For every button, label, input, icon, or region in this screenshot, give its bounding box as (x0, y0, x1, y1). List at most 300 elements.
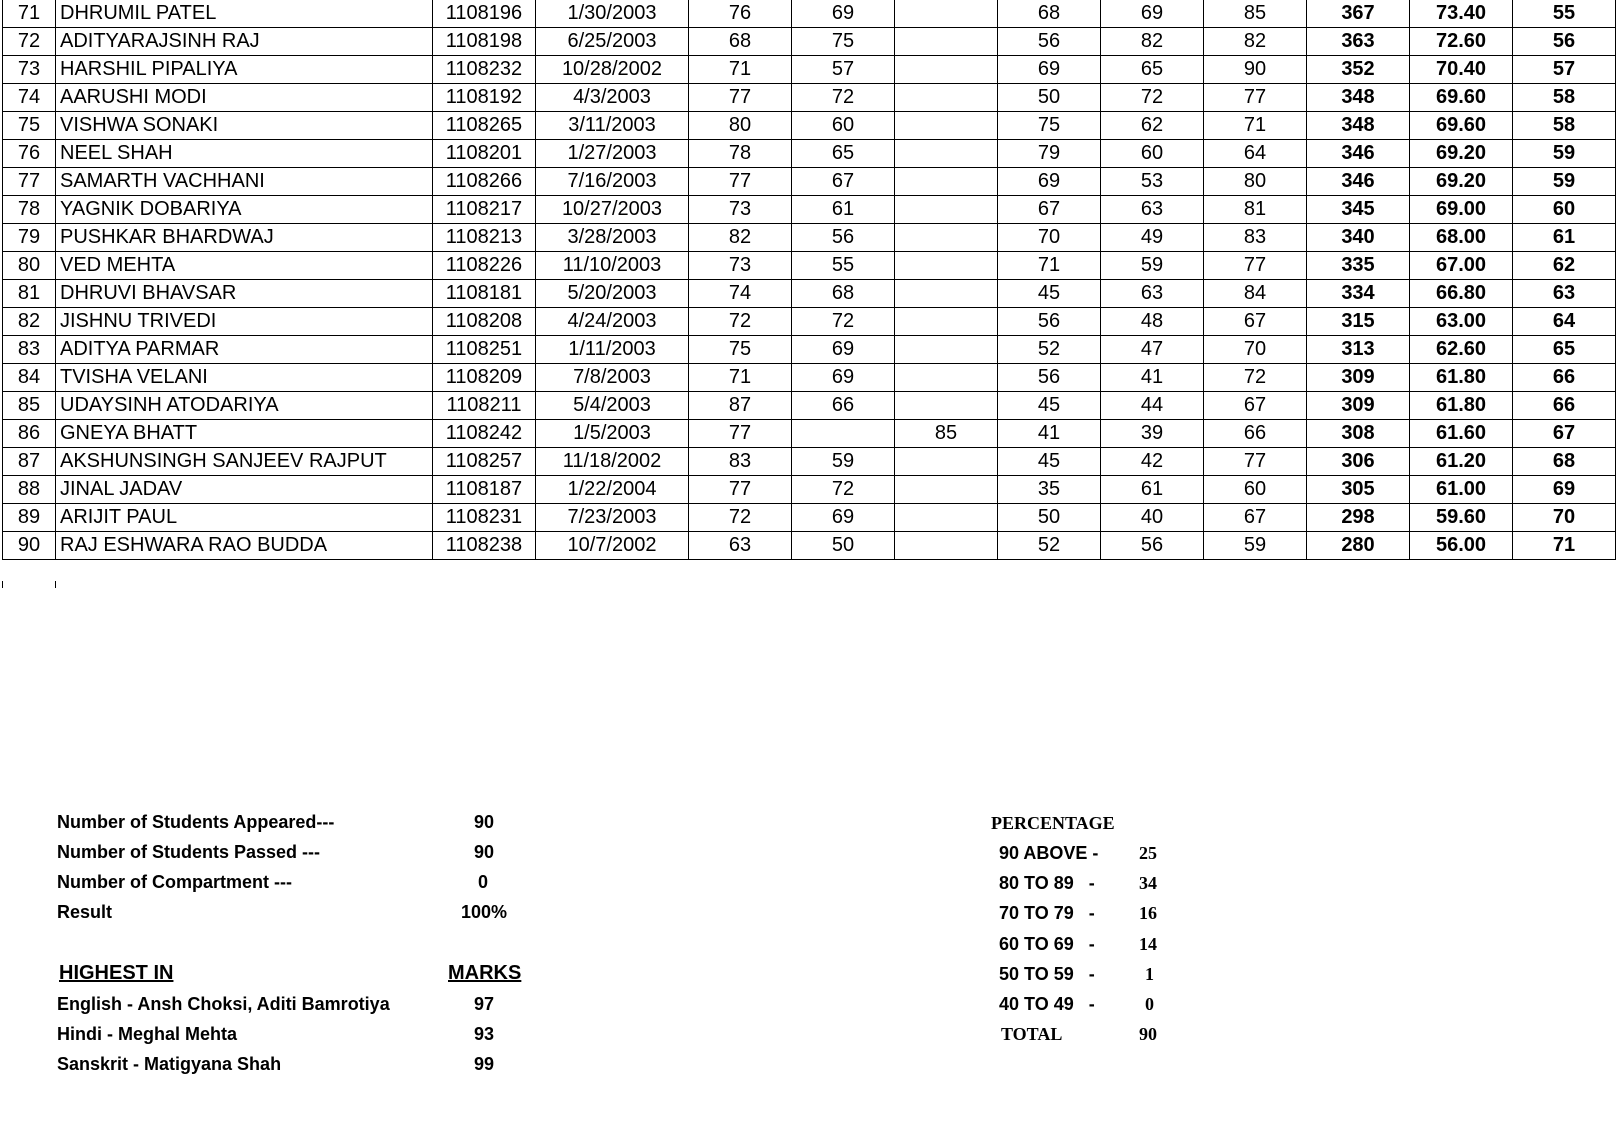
subject-4-cell: 79 (998, 140, 1101, 168)
percentage-heading: PERCENTAGE (991, 813, 1115, 833)
table-row (3, 140, 1616, 168)
rank-cell: 61 (1513, 224, 1616, 252)
rank-cell: 71 (1513, 532, 1616, 560)
registration-no-cell: 1108251 (433, 336, 536, 364)
subject-6-cell: 77 (1204, 252, 1307, 280)
highest-marks-3: 99 (474, 1054, 495, 1074)
percentage-cell: 61.00 (1410, 476, 1513, 504)
highest-subject-2: Hindi - Meghal Mehta (57, 1024, 237, 1044)
subject-6-cell: 67 (1204, 308, 1307, 336)
subject-4-cell: 50 (998, 84, 1101, 112)
registration-no-cell: 1108265 (433, 112, 536, 140)
total-marks-cell: 315 (1307, 308, 1410, 336)
table-row (3, 448, 1616, 476)
table-row (3, 336, 1616, 364)
subject-1-cell: 73 (689, 196, 792, 224)
band-label-2: 80 TO 89 - (999, 873, 1095, 893)
rank-cell: 55 (1513, 0, 1616, 28)
student-name-cell: HARSHIL PIPALIYA (56, 56, 433, 84)
rank-cell: 65 (1513, 336, 1616, 364)
total-marks-cell: 308 (1307, 420, 1410, 448)
table-row (3, 476, 1616, 504)
band-count-3: 16 (1139, 903, 1157, 923)
subject-3-cell (895, 28, 998, 56)
percentage-cell: 69.60 (1410, 112, 1513, 140)
percentage-cell: 63.00 (1410, 308, 1513, 336)
subject-4-cell: 35 (998, 476, 1101, 504)
subject-1-cell: 73 (689, 252, 792, 280)
rank-cell: 58 (1513, 112, 1616, 140)
subject-1-cell: 87 (689, 392, 792, 420)
total-marks-cell: 348 (1307, 84, 1410, 112)
table-row (3, 532, 1616, 560)
subject-3-cell (895, 532, 998, 560)
subject-4-cell: 69 (998, 168, 1101, 196)
total-marks-cell: 298 (1307, 504, 1410, 532)
subject-1-cell: 76 (689, 0, 792, 28)
subject-4-cell: 45 (998, 448, 1101, 476)
compartment-value: 0 (478, 872, 489, 892)
subject-5-cell: 44 (1101, 392, 1204, 420)
passed-value: 90 (474, 842, 495, 862)
roll-no-cell: 75 (3, 112, 56, 140)
subject-2-cell: 65 (792, 140, 895, 168)
results-table-body (3, 0, 1616, 560)
total-marks-cell: 334 (1307, 280, 1410, 308)
subject-3-cell (895, 56, 998, 84)
subject-6-cell: 67 (1204, 392, 1307, 420)
table-row (3, 168, 1616, 196)
result-value: 100% (461, 902, 508, 922)
band-label-5: 50 TO 59 - (999, 964, 1095, 984)
rank-cell: 67 (1513, 420, 1616, 448)
subject-2-cell: 69 (792, 336, 895, 364)
rank-cell: 63 (1513, 280, 1616, 308)
band-count-1: 25 (1139, 843, 1157, 863)
table-row (3, 364, 1616, 392)
subject-6-cell: 82 (1204, 28, 1307, 56)
subject-1-cell: 63 (689, 532, 792, 560)
subject-2-cell: 61 (792, 196, 895, 224)
date-of-birth-cell: 10/7/2002 (536, 532, 689, 560)
subject-6-cell: 81 (1204, 196, 1307, 224)
student-name-cell: NEEL SHAH (56, 140, 433, 168)
band-label-4: 60 TO 69 - (999, 934, 1095, 954)
percentage-cell: 72.60 (1410, 28, 1513, 56)
student-name-cell: JINAL JADAV (56, 476, 433, 504)
student-name-cell: UDAYSINH ATODARIYA (56, 392, 433, 420)
date-of-birth-cell: 1/27/2003 (536, 140, 689, 168)
subject-2-cell: 72 (792, 476, 895, 504)
subject-4-cell: 52 (998, 336, 1101, 364)
date-of-birth-cell: 3/11/2003 (536, 112, 689, 140)
subject-1-cell: 83 (689, 448, 792, 476)
table-row (3, 420, 1616, 448)
subject-1-cell: 78 (689, 140, 792, 168)
table-row (3, 0, 1616, 28)
subject-2-cell: 57 (792, 56, 895, 84)
band-count-2: 34 (1139, 873, 1157, 893)
student-name-cell: ADITYA PARMAR (56, 336, 433, 364)
percentage-cell: 56.00 (1410, 532, 1513, 560)
rank-cell: 60 (1513, 196, 1616, 224)
student-name-cell: ADITYARAJSINH RAJ (56, 28, 433, 56)
roll-no-cell: 80 (3, 252, 56, 280)
subject-3-cell (895, 392, 998, 420)
subject-5-cell: 65 (1101, 56, 1204, 84)
percentage-cell: 66.80 (1410, 280, 1513, 308)
table-row (3, 504, 1616, 532)
rank-cell: 59 (1513, 140, 1616, 168)
subject-3-cell (895, 0, 998, 28)
subject-1-cell: 71 (689, 56, 792, 84)
roll-no-cell: 86 (3, 420, 56, 448)
registration-no-cell: 1108231 (433, 504, 536, 532)
registration-no-cell: 1108217 (433, 196, 536, 224)
band-count-5: 1 (1145, 964, 1154, 984)
subject-4-cell: 50 (998, 504, 1101, 532)
registration-no-cell: 1108238 (433, 532, 536, 560)
subject-6-cell: 60 (1204, 476, 1307, 504)
subject-6-cell: 90 (1204, 56, 1307, 84)
subject-4-cell: 69 (998, 56, 1101, 84)
subject-6-cell: 80 (1204, 168, 1307, 196)
appeared-label: Number of Students Appeared--- (57, 812, 335, 832)
table-edge-inner (55, 581, 56, 588)
subject-6-cell: 72 (1204, 364, 1307, 392)
subject-4-cell: 70 (998, 224, 1101, 252)
registration-no-cell: 1108211 (433, 392, 536, 420)
date-of-birth-cell: 3/28/2003 (536, 224, 689, 252)
subject-2-cell: 56 (792, 224, 895, 252)
table-row (3, 56, 1616, 84)
rank-cell: 69 (1513, 476, 1616, 504)
date-of-birth-cell: 1/11/2003 (536, 336, 689, 364)
band-count-4: 14 (1139, 934, 1157, 954)
subject-2-cell: 55 (792, 252, 895, 280)
subject-2-cell: 60 (792, 112, 895, 140)
appeared-value: 90 (474, 812, 495, 832)
total-label: TOTAL (1001, 1024, 1063, 1044)
student-name-cell: TVISHA VELANI (56, 364, 433, 392)
total-marks-cell: 335 (1307, 252, 1410, 280)
table-row (3, 112, 1616, 140)
registration-no-cell: 1108232 (433, 56, 536, 84)
roll-no-cell: 89 (3, 504, 56, 532)
table-row (3, 392, 1616, 420)
subject-2-cell: 68 (792, 280, 895, 308)
subject-4-cell: 75 (998, 112, 1101, 140)
subject-6-cell: 83 (1204, 224, 1307, 252)
table-row (3, 196, 1616, 224)
subject-5-cell: 69 (1101, 0, 1204, 28)
subject-3-cell (895, 336, 998, 364)
percentage-cell: 69.60 (1410, 84, 1513, 112)
subject-5-cell: 62 (1101, 112, 1204, 140)
subject-6-cell: 77 (1204, 448, 1307, 476)
percentage-cell: 61.60 (1410, 420, 1513, 448)
percentage-cell: 73.40 (1410, 0, 1513, 28)
table-row (3, 84, 1616, 112)
subject-5-cell: 72 (1101, 84, 1204, 112)
subject-5-cell: 63 (1101, 196, 1204, 224)
subject-1-cell: 77 (689, 476, 792, 504)
subject-4-cell: 56 (998, 28, 1101, 56)
subject-2-cell: 59 (792, 448, 895, 476)
date-of-birth-cell: 7/8/2003 (536, 364, 689, 392)
percentage-cell: 69.20 (1410, 140, 1513, 168)
registration-no-cell: 1108208 (433, 308, 536, 336)
student-name-cell: DHRUVI BHAVSAR (56, 280, 433, 308)
subject-3-cell (895, 476, 998, 504)
date-of-birth-cell: 1/22/2004 (536, 476, 689, 504)
date-of-birth-cell: 7/16/2003 (536, 168, 689, 196)
subject-3-cell (895, 280, 998, 308)
roll-no-cell: 71 (3, 0, 56, 28)
subject-3-cell (895, 364, 998, 392)
subject-2-cell: 75 (792, 28, 895, 56)
subject-5-cell: 49 (1101, 224, 1204, 252)
roll-no-cell: 73 (3, 56, 56, 84)
subject-5-cell: 63 (1101, 280, 1204, 308)
subject-2-cell: 50 (792, 532, 895, 560)
subject-1-cell: 71 (689, 364, 792, 392)
subject-3-cell (895, 140, 998, 168)
student-name-cell: JISHNU TRIVEDI (56, 308, 433, 336)
date-of-birth-cell: 1/30/2003 (536, 0, 689, 28)
percentage-cell: 70.40 (1410, 56, 1513, 84)
subject-6-cell: 70 (1204, 336, 1307, 364)
student-name-cell: VISHWA SONAKI (56, 112, 433, 140)
percentage-cell: 62.60 (1410, 336, 1513, 364)
table-edge-left (2, 581, 3, 588)
band-label-1: 90 ABOVE - (999, 843, 1099, 863)
registration-no-cell: 1108226 (433, 252, 536, 280)
highest-subject-1: English - Ansh Choksi, Aditi Bamrotiya (57, 994, 390, 1014)
total-marks-cell: 306 (1307, 448, 1410, 476)
roll-no-cell: 88 (3, 476, 56, 504)
subject-2-cell: 72 (792, 308, 895, 336)
roll-no-cell: 77 (3, 168, 56, 196)
subject-2-cell: 67 (792, 168, 895, 196)
roll-no-cell: 90 (3, 532, 56, 560)
subject-4-cell: 45 (998, 280, 1101, 308)
band-count-6: 0 (1145, 994, 1154, 1014)
rank-cell: 66 (1513, 364, 1616, 392)
rank-cell: 56 (1513, 28, 1616, 56)
subject-4-cell: 41 (998, 420, 1101, 448)
date-of-birth-cell: 7/23/2003 (536, 504, 689, 532)
subject-6-cell: 71 (1204, 112, 1307, 140)
subject-5-cell: 47 (1101, 336, 1204, 364)
subject-6-cell: 77 (1204, 84, 1307, 112)
date-of-birth-cell: 4/24/2003 (536, 308, 689, 336)
total-marks-cell: 346 (1307, 140, 1410, 168)
subject-4-cell: 67 (998, 196, 1101, 224)
student-name-cell: GNEYA BHATT (56, 420, 433, 448)
registration-no-cell: 1108187 (433, 476, 536, 504)
registration-no-cell: 1108266 (433, 168, 536, 196)
subject-6-cell: 64 (1204, 140, 1307, 168)
roll-no-cell: 82 (3, 308, 56, 336)
student-name-cell: PUSHKAR BHARDWAJ (56, 224, 433, 252)
total-marks-cell: 346 (1307, 168, 1410, 196)
roll-no-cell: 85 (3, 392, 56, 420)
subject-1-cell: 77 (689, 84, 792, 112)
subject-1-cell: 72 (689, 308, 792, 336)
registration-no-cell: 1108181 (433, 280, 536, 308)
subject-1-cell: 80 (689, 112, 792, 140)
subject-2-cell (792, 420, 895, 448)
roll-no-cell: 84 (3, 364, 56, 392)
subject-1-cell: 82 (689, 224, 792, 252)
subject-4-cell: 56 (998, 364, 1101, 392)
total-marks-cell: 345 (1307, 196, 1410, 224)
total-marks-cell: 280 (1307, 532, 1410, 560)
rank-cell: 66 (1513, 392, 1616, 420)
highest-heading: HIGHEST IN (59, 962, 174, 984)
registration-no-cell: 1108192 (433, 84, 536, 112)
subject-2-cell: 66 (792, 392, 895, 420)
subject-3-cell (895, 252, 998, 280)
date-of-birth-cell: 11/18/2002 (536, 448, 689, 476)
registration-no-cell: 1108213 (433, 224, 536, 252)
student-name-cell: ARIJIT PAUL (56, 504, 433, 532)
percentage-cell: 59.60 (1410, 504, 1513, 532)
table-row (3, 280, 1616, 308)
subject-5-cell: 82 (1101, 28, 1204, 56)
subject-3-cell (895, 448, 998, 476)
registration-no-cell: 1108242 (433, 420, 536, 448)
table-row (3, 224, 1616, 252)
date-of-birth-cell: 6/25/2003 (536, 28, 689, 56)
total-marks-cell: 348 (1307, 112, 1410, 140)
total-marks-cell: 313 (1307, 336, 1410, 364)
roll-no-cell: 81 (3, 280, 56, 308)
date-of-birth-cell: 5/4/2003 (536, 392, 689, 420)
total-marks-cell: 309 (1307, 364, 1410, 392)
subject-3-cell (895, 196, 998, 224)
total-marks-cell: 309 (1307, 392, 1410, 420)
marks-heading: MARKS (448, 962, 522, 984)
subject-3-cell (895, 84, 998, 112)
roll-no-cell: 87 (3, 448, 56, 476)
registration-no-cell: 1108257 (433, 448, 536, 476)
date-of-birth-cell: 4/3/2003 (536, 84, 689, 112)
rank-cell: 64 (1513, 308, 1616, 336)
highest-subject-3: Sanskrit - Matigyana Shah (57, 1054, 282, 1074)
subject-1-cell: 68 (689, 28, 792, 56)
date-of-birth-cell: 10/28/2002 (536, 56, 689, 84)
date-of-birth-cell: 5/20/2003 (536, 280, 689, 308)
roll-no-cell: 79 (3, 224, 56, 252)
passed-label: Number of Students Passed --- (57, 842, 321, 862)
student-name-cell: AKSHUNSINGH SANJEEV RAJPUT (56, 448, 433, 476)
rank-cell: 62 (1513, 252, 1616, 280)
student-name-cell: YAGNIK DOBARIYA (56, 196, 433, 224)
subject-3-cell (895, 168, 998, 196)
subject-1-cell: 75 (689, 336, 792, 364)
band-label-6: 40 TO 49 - (999, 994, 1095, 1014)
subject-6-cell: 67 (1204, 504, 1307, 532)
total-value: 90 (1139, 1024, 1157, 1044)
total-marks-cell: 305 (1307, 476, 1410, 504)
percentage-cell: 61.80 (1410, 392, 1513, 420)
subject-3-cell: 85 (895, 420, 998, 448)
subject-4-cell: 68 (998, 0, 1101, 28)
roll-no-cell: 74 (3, 84, 56, 112)
student-name-cell: VED MEHTA (56, 252, 433, 280)
subject-5-cell: 48 (1101, 308, 1204, 336)
subject-3-cell (895, 504, 998, 532)
subject-1-cell: 74 (689, 280, 792, 308)
subject-5-cell: 61 (1101, 476, 1204, 504)
subject-6-cell: 59 (1204, 532, 1307, 560)
total-marks-cell: 340 (1307, 224, 1410, 252)
percentage-cell: 61.80 (1410, 364, 1513, 392)
registration-no-cell: 1108198 (433, 28, 536, 56)
subject-5-cell: 60 (1101, 140, 1204, 168)
subject-4-cell: 45 (998, 392, 1101, 420)
subject-4-cell: 71 (998, 252, 1101, 280)
subject-4-cell: 52 (998, 532, 1101, 560)
date-of-birth-cell: 1/5/2003 (536, 420, 689, 448)
subject-5-cell: 59 (1101, 252, 1204, 280)
result-label: Result (57, 902, 113, 922)
percentage-cell: 69.00 (1410, 196, 1513, 224)
results-table (2, 0, 1616, 560)
date-of-birth-cell: 11/10/2003 (536, 252, 689, 280)
subject-3-cell (895, 224, 998, 252)
subject-6-cell: 84 (1204, 280, 1307, 308)
subject-6-cell: 66 (1204, 420, 1307, 448)
roll-no-cell: 72 (3, 28, 56, 56)
percentage-cell: 68.00 (1410, 224, 1513, 252)
rank-cell: 70 (1513, 504, 1616, 532)
rank-cell: 68 (1513, 448, 1616, 476)
registration-no-cell: 1108209 (433, 364, 536, 392)
percentage-cell: 69.20 (1410, 168, 1513, 196)
subject-2-cell: 69 (792, 0, 895, 28)
subject-1-cell: 77 (689, 168, 792, 196)
subject-2-cell: 72 (792, 84, 895, 112)
total-marks-cell: 352 (1307, 56, 1410, 84)
percentage-cell: 67.00 (1410, 252, 1513, 280)
rank-cell: 58 (1513, 84, 1616, 112)
subject-3-cell (895, 308, 998, 336)
subject-5-cell: 40 (1101, 504, 1204, 532)
roll-no-cell: 83 (3, 336, 56, 364)
subject-2-cell: 69 (792, 364, 895, 392)
subject-5-cell: 42 (1101, 448, 1204, 476)
registration-no-cell: 1108196 (433, 0, 536, 28)
highest-marks-1: 97 (474, 994, 495, 1014)
subject-2-cell: 69 (792, 504, 895, 532)
subject-5-cell: 39 (1101, 420, 1204, 448)
subject-4-cell: 56 (998, 308, 1101, 336)
subject-5-cell: 56 (1101, 532, 1204, 560)
rank-cell: 57 (1513, 56, 1616, 84)
total-marks-cell: 367 (1307, 0, 1410, 28)
subject-6-cell: 85 (1204, 0, 1307, 28)
student-name-cell: DHRUMIL PATEL (56, 0, 433, 28)
table-row (3, 252, 1616, 280)
total-marks-cell: 363 (1307, 28, 1410, 56)
table-row (3, 28, 1616, 56)
student-name-cell: RAJ ESHWARA RAO BUDDA (56, 532, 433, 560)
subject-3-cell (895, 112, 998, 140)
subject-1-cell: 77 (689, 420, 792, 448)
